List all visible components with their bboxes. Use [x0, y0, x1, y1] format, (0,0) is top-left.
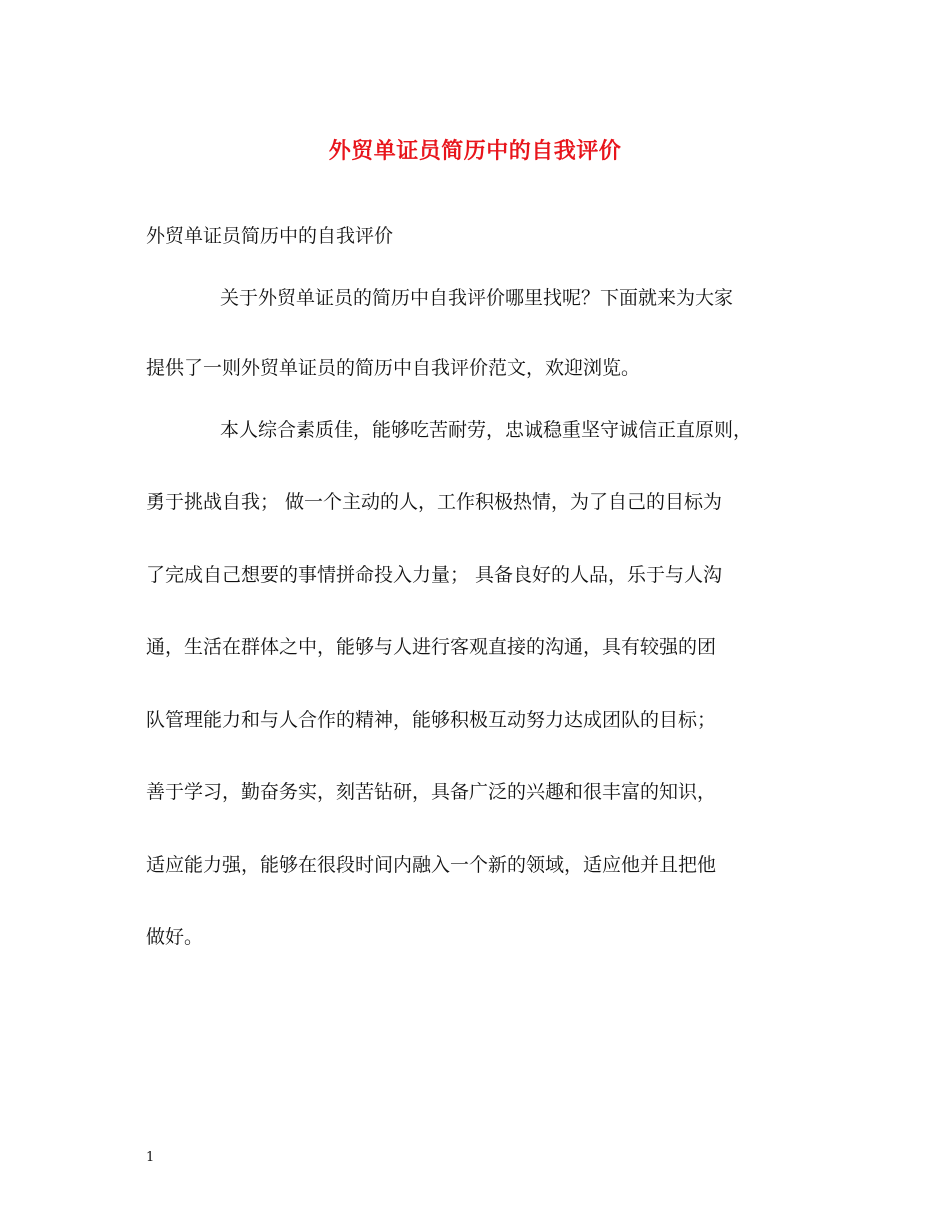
document-title: 外贸单证员简历中的自我评价 [328, 138, 622, 164]
document-heading: 外贸单证员简历中的自我评价 [146, 225, 394, 247]
paragraph-line: 本人综合素质佳，能够吃苦耐劳，忠诚稳重坚守诚信正直原则， [220, 419, 753, 441]
paragraph-line: 勇于挑战自我； 做一个主动的人，工作积极热情，为了自己的目标为 [146, 491, 723, 513]
paragraph-line: 了完成自己想要的事情拼命投入力量； 具备良好的人品，乐于与人沟 [146, 564, 723, 586]
paragraph-line: 做好。 [146, 926, 204, 948]
paragraph-line: 适应能力强，能够在很段时间内融入一个新的领域，适应他并且把他 [146, 854, 717, 876]
paragraph-line: 队管理能力和与人合作的精神，能够积极互动努力达成团队的目标； [146, 709, 717, 731]
paragraph-line: 通，生活在群体之中，能够与人进行客观直接的沟通，具有较强的团 [146, 636, 717, 658]
page-number: 1 [146, 1150, 155, 1165]
paragraph-line: 善于学习，勤奋务实，刻苦钻研，具备广泛的兴趣和很丰富的知识， [146, 781, 717, 803]
paragraph-line: 提供了一则外贸单证员的简历中自我评价范文，欢迎浏览。 [146, 357, 641, 379]
paragraph-line: 关于外贸单证员的简历中自我评价哪里找呢？下面就来为大家 [220, 287, 734, 309]
